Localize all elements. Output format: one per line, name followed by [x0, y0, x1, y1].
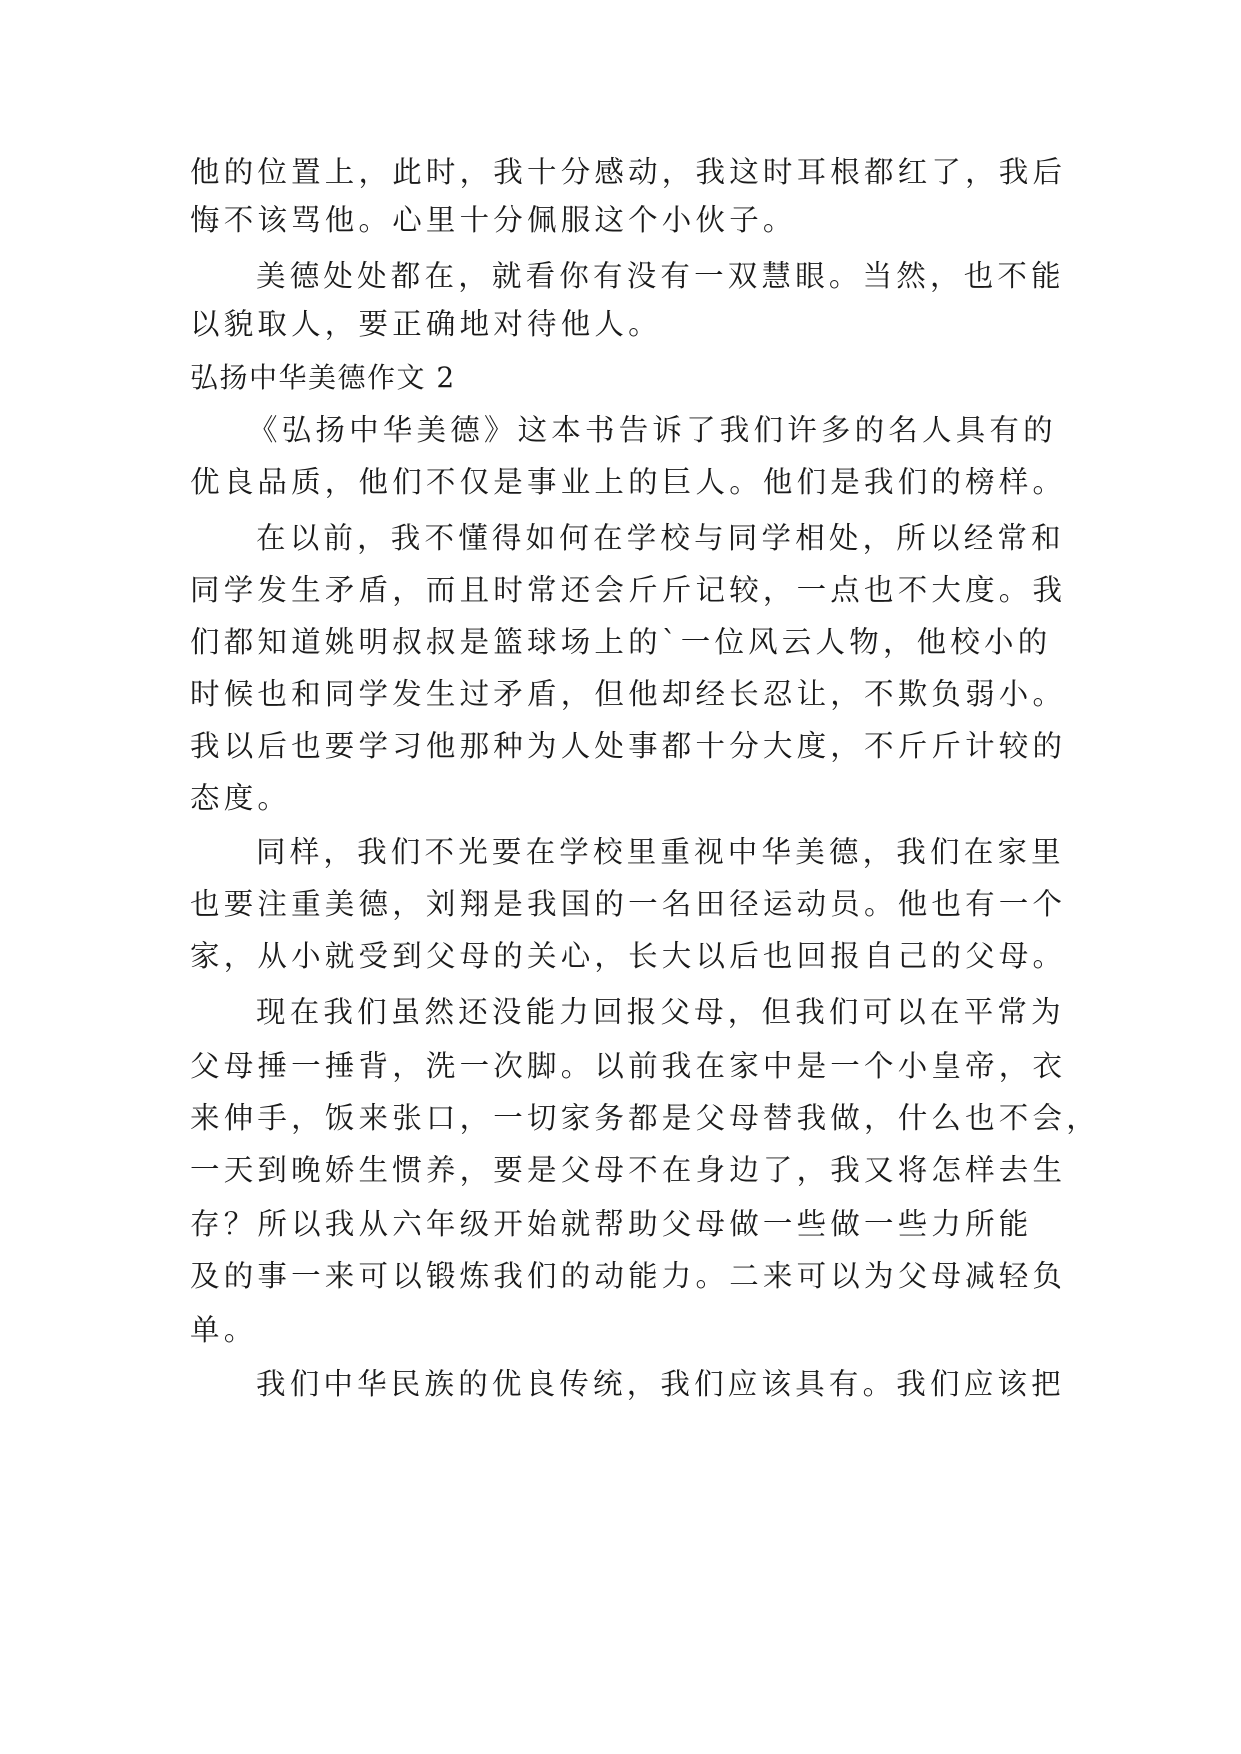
text-line: 我们中华民族的优良传统，我们应该具有。我们应该把 [256, 1367, 1065, 1401]
text-line: 及的事一来可以锻炼我们的动能力。二来可以为父母减轻负 [190, 1259, 1067, 1293]
text-line: 美德处处都在，就看你有没有一双慧眼。当然，也不能 [256, 259, 1065, 293]
text-line: 在以前，我不懂得如何在学校与同学相处，所以经常和 [256, 521, 1065, 555]
text-line: 现在我们虽然还没能力回报父母，但我们可以在平常为 [256, 995, 1065, 1029]
text-line: 优良品质，他们不仅是事业上的巨人。他们是我们的榜样。 [190, 465, 1067, 499]
text-line: 父母捶一捶背，洗一次脚。以前我在家中是一个小皇帝，衣 [190, 1049, 1067, 1083]
text-line: 我以后也要学习他那种为人处事都十分大度，不斤斤计较的 [190, 729, 1067, 763]
text-line: 同学发生矛盾，而且时常还会斤斤记较，一点也不大度。我 [190, 573, 1067, 607]
text-line: 单。 [190, 1313, 258, 1347]
text-line: 来伸手，饭来张口，一切家务都是父母替我做，什么也不会， [190, 1101, 1100, 1135]
text-line: 悔不该骂他。心里十分佩服这个小伙子。 [190, 203, 797, 237]
text-line: 们都知道姚明叔叔是篮球场上的`一位风云人物，他校小的 [190, 625, 1052, 659]
text-line: 《弘扬中华美德》这本书告诉了我们许多的名人具有的 [248, 413, 1057, 447]
text-line: 以貌取人，要正确地对待他人。 [190, 307, 662, 341]
text-line: 家，从小就受到父母的关心，长大以后也回报自己的父母。 [190, 939, 1067, 973]
text-line: 存？所以我从六年级开始就帮助父母做一些做一些力所能 [190, 1207, 1033, 1241]
text-line: 也要注重美德，刘翔是我国的一名田径运动员。他也有一个 [190, 887, 1067, 921]
text-line: 他的位置上，此时，我十分感动，我这时耳根都红了，我后 [190, 155, 1067, 189]
text-line: 同样，我们不光要在学校里重视中华美德，我们在家里 [256, 835, 1065, 869]
text-line: 一天到晚娇生惯养，要是父母不在身边了，我又将怎样去生 [190, 1153, 1067, 1187]
section-heading: 弘扬中华美德作文 2 [190, 361, 456, 394]
text-line: 时候也和同学发生过矛盾，但他却经长忍让，不欺负弱小。 [190, 677, 1067, 711]
text-line: 态度。 [190, 781, 292, 815]
